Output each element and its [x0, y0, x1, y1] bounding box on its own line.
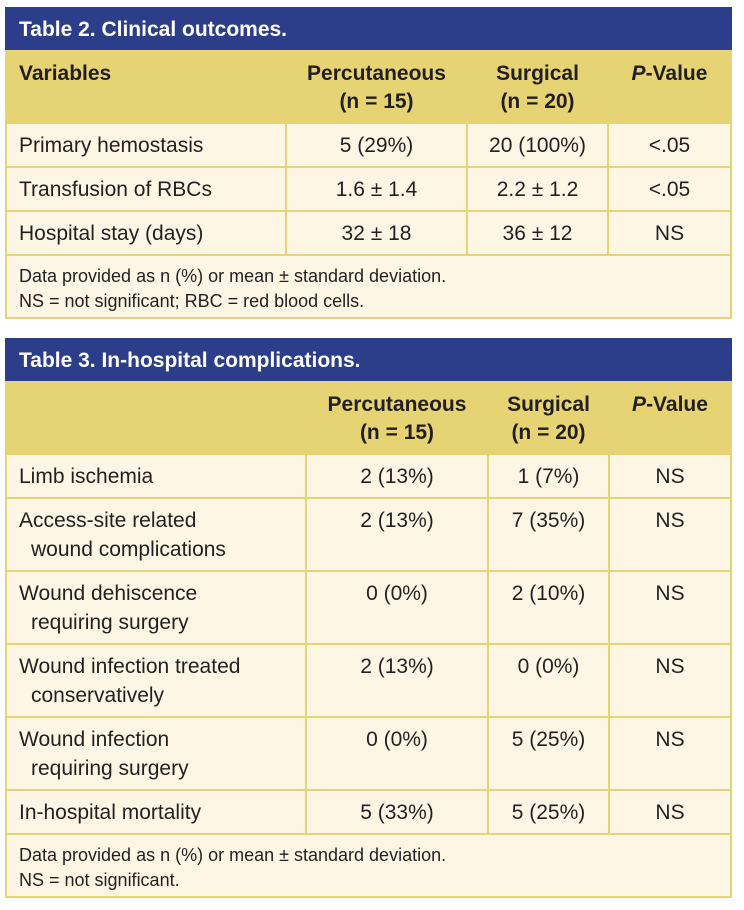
header-surgical: [488, 382, 609, 454]
header-percutaneous: [306, 382, 488, 454]
row-label-line: In-hospital mortality: [19, 801, 202, 824]
row-label: [7, 571, 306, 644]
table-footnote: [7, 835, 730, 901]
cell-p-value: NS: [609, 644, 730, 717]
cell-percutaneous: 32 ± 18: [286, 211, 467, 255]
cell-p-value: NS: [609, 498, 730, 571]
cell-percutaneous: 2 (13%): [306, 498, 488, 571]
header-empty: [7, 382, 306, 454]
header-n: (n = 20): [500, 90, 575, 113]
row-label-line: Wound dehiscence: [19, 582, 198, 605]
table-row: [7, 571, 730, 644]
cell-percutaneous: 0 (0%): [306, 571, 488, 644]
cell-p-value: NS: [609, 717, 730, 790]
footnote-line: Data provided as n (%) or mean ± standard deviation.: [19, 845, 447, 865]
header-row: [7, 51, 730, 123]
row-label-line: wound complications: [31, 538, 226, 561]
table-row: [7, 498, 730, 571]
table-3: [5, 338, 732, 898]
cell-p-value: NS: [608, 211, 730, 255]
header-variables: Variables: [7, 51, 286, 123]
row-label: [7, 211, 286, 255]
cell-percutaneous: 1.6 ± 1.4: [286, 167, 467, 211]
row-label: [7, 167, 286, 211]
header-row: [7, 382, 730, 454]
cell-percutaneous: 5 (29%): [286, 123, 467, 167]
row-label-line: Wound infection: [19, 728, 170, 751]
footnote-line: NS = not significant; RBC = red blood cells.: [19, 291, 365, 311]
table-title: Table 2. Clinical outcomes.: [5, 7, 732, 50]
header-surgical: [467, 51, 608, 123]
row-label: [7, 498, 306, 571]
row-label-line: conservatively: [31, 684, 165, 707]
row-label-line: Hospital stay (days): [19, 222, 204, 245]
row-label-line: Wound infection treated: [19, 655, 241, 678]
table-row: [7, 123, 730, 167]
cell-p-value: NS: [609, 454, 730, 498]
header-label: Percutaneous: [307, 62, 446, 85]
row-label-line: Access-site related: [19, 509, 197, 532]
header-label: Surgical: [496, 62, 579, 85]
row-label: [7, 454, 306, 498]
row-label-line: requiring surgery: [31, 611, 189, 634]
header-value: -Value: [646, 393, 708, 416]
row-label: [7, 717, 306, 790]
row-label: [7, 123, 286, 167]
table-row: [7, 790, 730, 834]
row-label-line: requiring surgery: [31, 757, 189, 780]
table-footnote: [7, 256, 730, 322]
cell-surgical: 2.2 ± 1.2: [467, 167, 608, 211]
header-p: P: [631, 62, 646, 85]
cell-surgical: 5 (25%): [488, 717, 609, 790]
header-p-value: [608, 51, 730, 123]
table-2: [5, 7, 732, 319]
header-n: (n = 15): [359, 421, 435, 444]
cell-p-value: NS: [609, 790, 730, 834]
header-n: (n = 20): [511, 421, 586, 444]
footnote-line: Data provided as n (%) or mean ± standard deviation.: [19, 266, 447, 286]
cell-p-value: <.05: [608, 123, 730, 167]
cell-p-value: NS: [609, 571, 730, 644]
cell-percutaneous: 2 (13%): [306, 644, 488, 717]
row-label: [7, 790, 306, 834]
row-label: [7, 644, 306, 717]
cell-surgical: 20 (100%): [467, 123, 608, 167]
table-row: [7, 211, 730, 255]
row-label-line: Primary hemostasis: [19, 134, 204, 157]
cell-surgical: 7 (35%): [488, 498, 609, 571]
header-percutaneous: [286, 51, 467, 123]
cell-percutaneous: 0 (0%): [306, 717, 488, 790]
cell-p-value: <.05: [608, 167, 730, 211]
cell-percutaneous: 5 (33%): [306, 790, 488, 834]
header-label: Surgical: [507, 393, 590, 416]
cell-surgical: 1 (7%): [488, 454, 609, 498]
header-p-value: [609, 382, 730, 454]
cell-percutaneous: 2 (13%): [306, 454, 488, 498]
row-label-line: Limb ischemia: [19, 465, 154, 488]
table-row: [7, 644, 730, 717]
header-label: Percutaneous: [327, 393, 467, 416]
table-row: [7, 717, 730, 790]
header-value: -Value: [645, 62, 708, 85]
cell-surgical: 36 ± 12: [467, 211, 608, 255]
cell-surgical: 5 (25%): [488, 790, 609, 834]
header-n: (n = 15): [339, 90, 414, 113]
table-row: [7, 454, 730, 498]
table-row: [7, 167, 730, 211]
footnote-line: NS = not significant.: [19, 870, 180, 890]
cell-surgical: 2 (10%): [488, 571, 609, 644]
table-title: Table 3. In-hospital complications.: [5, 338, 732, 381]
row-label-line: Transfusion of RBCs: [19, 178, 212, 201]
header-p: P: [632, 393, 647, 416]
cell-surgical: 0 (0%): [488, 644, 609, 717]
